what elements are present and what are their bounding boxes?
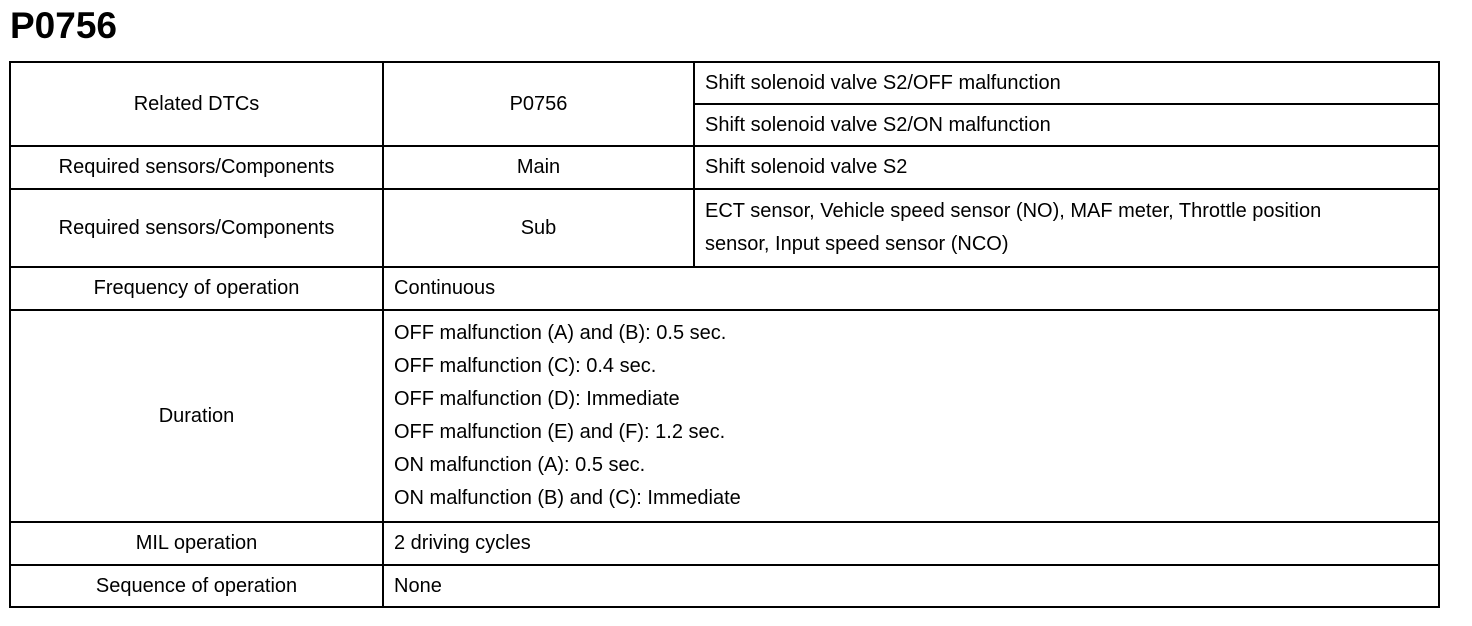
duration-line: OFF malfunction (A) and (B): 0.5 sec. [394, 322, 727, 344]
table-row-frequency [10, 267, 1439, 310]
related-dtc-item: Shift solenoid valve S2/OFF malfunction [694, 62, 1439, 104]
related-dtcs-code: P0756 [383, 62, 694, 146]
related-dtcs-label: Related DTCs [10, 62, 383, 146]
main-component-value: Shift solenoid valve S2 [694, 146, 1439, 189]
sequence-label: Sequence of operation [10, 565, 383, 607]
main-component-label: Required sensors/Components [10, 146, 383, 189]
duration-label: Duration [10, 310, 383, 522]
table-row-duration [10, 310, 1439, 522]
table-row-sequence [10, 565, 1439, 607]
main-component-type: Main [383, 146, 694, 189]
sequence-value: None [383, 565, 1439, 607]
sub-components-label: Required sensors/Components [10, 189, 383, 267]
table-row-sub-components [10, 189, 1439, 267]
duration-line: OFF malfunction (E) and (F): 1.2 sec. [394, 421, 726, 443]
page-title: P0756 [10, 5, 117, 46]
sub-components-type: Sub [383, 189, 694, 267]
duration-value [383, 310, 1439, 522]
table-row-mil-operation [10, 522, 1439, 565]
mil-operation-value: 2 driving cycles [383, 522, 1439, 565]
table-row-main-component [10, 146, 1439, 189]
sub-components-line: ECT sensor, Vehicle speed sensor (NO), MAF meter, Throttle position [705, 200, 1322, 222]
sub-components-line: sensor, Input speed sensor (NCO) [705, 233, 1009, 255]
table-row-related-dtcs [10, 62, 1439, 104]
related-dtc-item: Shift solenoid valve S2/ON malfunction [694, 104, 1439, 146]
dtc-spec-table [9, 61, 1440, 608]
frequency-label: Frequency of operation [10, 267, 383, 310]
mil-operation-label: MIL operation [10, 522, 383, 565]
duration-line: OFF malfunction (C): 0.4 sec. [394, 355, 657, 377]
sub-components-value [694, 189, 1439, 267]
duration-line: ON malfunction (B) and (C): Immediate [394, 487, 741, 509]
duration-line: OFF malfunction (D): Immediate [394, 388, 680, 410]
duration-line: ON malfunction (A): 0.5 sec. [394, 454, 646, 476]
frequency-value: Continuous [383, 267, 1439, 310]
